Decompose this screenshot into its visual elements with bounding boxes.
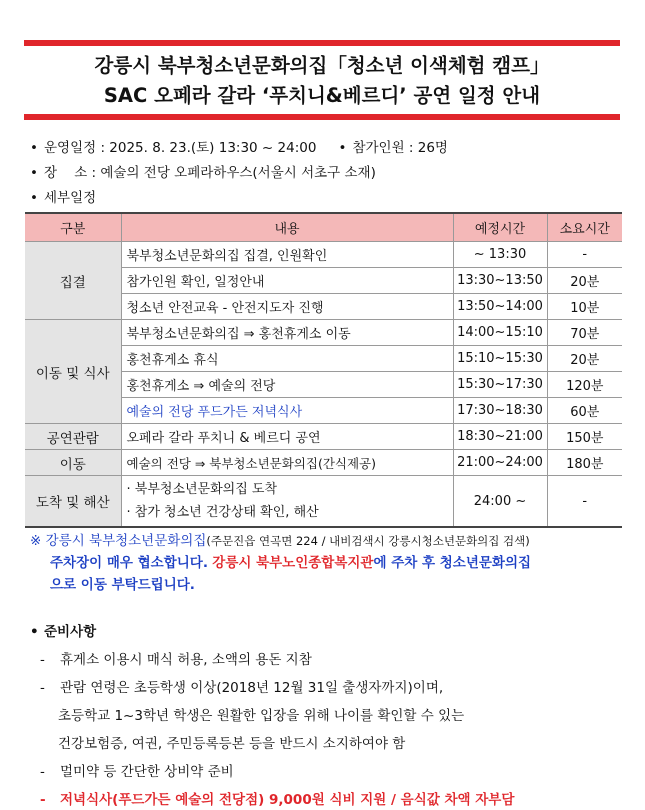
notice-line-3 — [50, 573, 195, 593]
row-duration: 150분 — [547, 424, 622, 450]
notice-address: (주문진읍 연곡면 224 / 내비검색시 강릉시청소년문화의집 검색) — [206, 534, 530, 548]
table-row — [25, 320, 622, 346]
table-row — [25, 242, 622, 268]
row-duration: 60분 — [547, 398, 622, 424]
group-cell: 이동 — [25, 450, 121, 476]
row-content: 홍천휴게소 휴식 — [121, 346, 453, 372]
prep-item-text: 건강보험증, 여권, 주민등록등본 등을 반드시 소지하여야 함 — [58, 736, 406, 752]
table-row — [25, 476, 622, 528]
row-time: 17:30~18:30 — [453, 398, 547, 424]
row-content-multiline — [121, 476, 453, 528]
row-content-highlight: 예술의 전당 푸드가든 저녁식사 — [121, 398, 453, 424]
info-place: 장 소 : 예술의 전당 오페라하우스(서울시 서초구 소재) — [44, 165, 376, 181]
row-duration: - — [547, 476, 622, 528]
notice-org: 강릉시 북부청소년문화의집 — [45, 533, 207, 549]
notice-parking-alt: 강릉시 북부노인종합복지관 — [212, 555, 374, 571]
bullet: • — [30, 165, 38, 181]
bullet: • — [338, 140, 347, 156]
notice-line-2 — [50, 551, 531, 571]
prep-item-text: 저녁식사(푸드가든 예술의 전당점) 9,000원 식비 지원 / 음식값 차액 자부담 — [60, 792, 515, 808]
row-content-line: · 참가 청소년 건강상태 확인, 해산 — [126, 505, 319, 520]
header-category: 구분 — [25, 213, 121, 242]
row-duration: - — [547, 242, 622, 268]
row-time: 21:00~24:00 — [453, 450, 547, 476]
info-detail-row — [30, 186, 96, 206]
prep-item-text: 관람 연령은 초등학생 이상(2018년 12월 31일 출생자까지)이며, — [60, 680, 444, 696]
info-schedule: 운영일정 : 2025. 8. 23.(토) 13:30 ~ 24:00 — [44, 140, 317, 156]
prep-item-continued — [58, 732, 405, 752]
row-content: 북부청소년문화의집 집결, 인원확인 — [121, 242, 453, 268]
schedule-table — [25, 212, 622, 528]
table-header-row — [25, 213, 622, 242]
header-duration: 소요시간 — [547, 213, 622, 242]
row-content: 예술의 전당 ⇒ 북부청소년문화의집(간식제공) — [121, 450, 453, 476]
prep-item-text: 멀미약 등 간단한 상비약 준비 — [60, 764, 234, 780]
prep-item-text: 초등학교 1~3학년 학생은 원활한 입장을 위해 나이를 확인할 수 있는 — [58, 708, 465, 724]
table-row — [25, 424, 622, 450]
notice-mark: ※ — [30, 533, 42, 549]
row-content: 참가인원 확인, 일정안내 — [121, 268, 453, 294]
notice-move: 으로 이동 부탁드립니다. — [50, 577, 195, 593]
dash: - — [40, 680, 45, 696]
info-detail: 세부일정 — [44, 190, 97, 206]
row-content: 오페라 갈라 푸치니 & 베르디 공연 — [121, 424, 453, 450]
info-place-row — [30, 161, 376, 181]
row-content: 북부청소년문화의집 ⇒ 홍천휴게소 이동 — [121, 320, 453, 346]
row-time: 14:00~15:10 — [453, 320, 547, 346]
header-scheduled-time: 예정시간 — [453, 213, 547, 242]
row-duration: 20분 — [547, 346, 622, 372]
row-content: 청소년 안전교육 - 안전지도자 진행 — [121, 294, 453, 320]
row-duration: 180분 — [547, 450, 622, 476]
row-time: 24:00 ~ — [453, 476, 547, 528]
prep-item — [40, 676, 443, 696]
dash: - — [40, 792, 46, 808]
bullet: • — [30, 190, 38, 206]
bullet: • — [30, 624, 39, 640]
row-content-line: · 북부청소년문화의집 도착 — [126, 482, 278, 497]
prep-title: 준비사항 — [44, 624, 97, 640]
row-duration: 10분 — [547, 294, 622, 320]
prep-title-row — [30, 620, 96, 640]
notice-parking: 주차장이 매우 협소합니다. — [50, 555, 208, 571]
prep-item — [40, 760, 234, 780]
prep-item-highlight — [40, 788, 514, 808]
dash: - — [40, 764, 45, 780]
row-duration: 120분 — [547, 372, 622, 398]
group-cell: 도착 및 해산 — [25, 476, 121, 528]
page-title-line-2: SAC 오페라 갈라 ‘푸치니&베르디’ 공연 일정 안내 — [103, 84, 541, 107]
row-duration: 20분 — [547, 268, 622, 294]
group-cell: 집결 — [25, 242, 121, 320]
row-time: 15:30~17:30 — [453, 372, 547, 398]
row-time: 13:50~14:00 — [453, 294, 547, 320]
group-cell: 이동 및 식사 — [25, 320, 121, 424]
row-time: 15:10~15:30 — [453, 346, 547, 372]
info-participants: 참가인원 : 26명 — [352, 140, 448, 156]
row-time: 18:30~21:00 — [453, 424, 547, 450]
notice-line-1 — [30, 529, 530, 549]
row-duration: 70분 — [547, 320, 622, 346]
page-title-line-1: 강릉시 북부청소년문화의집「청소년 이색체험 캠프」 — [94, 54, 550, 77]
title-top-rule — [24, 40, 620, 46]
prep-item-continued — [58, 704, 464, 724]
group-cell: 공연관람 — [25, 424, 121, 450]
dash: - — [40, 652, 45, 668]
header-content: 내용 — [121, 213, 453, 242]
row-time: ~ 13:30 — [453, 242, 547, 268]
prep-item-text: 휴게소 이용시 매식 허용, 소액의 용돈 지참 — [60, 652, 312, 668]
prep-item — [40, 648, 312, 668]
row-content: 홍천휴게소 ⇒ 예술의 전당 — [121, 372, 453, 398]
notice-parking-tail: 에 주차 후 청소년문화의집 — [373, 555, 532, 571]
row-time: 13:30~13:50 — [453, 268, 547, 294]
info-schedule-row — [30, 136, 448, 156]
title-bottom-rule — [24, 114, 620, 120]
table-row — [25, 450, 622, 476]
bullet: • — [30, 140, 38, 156]
